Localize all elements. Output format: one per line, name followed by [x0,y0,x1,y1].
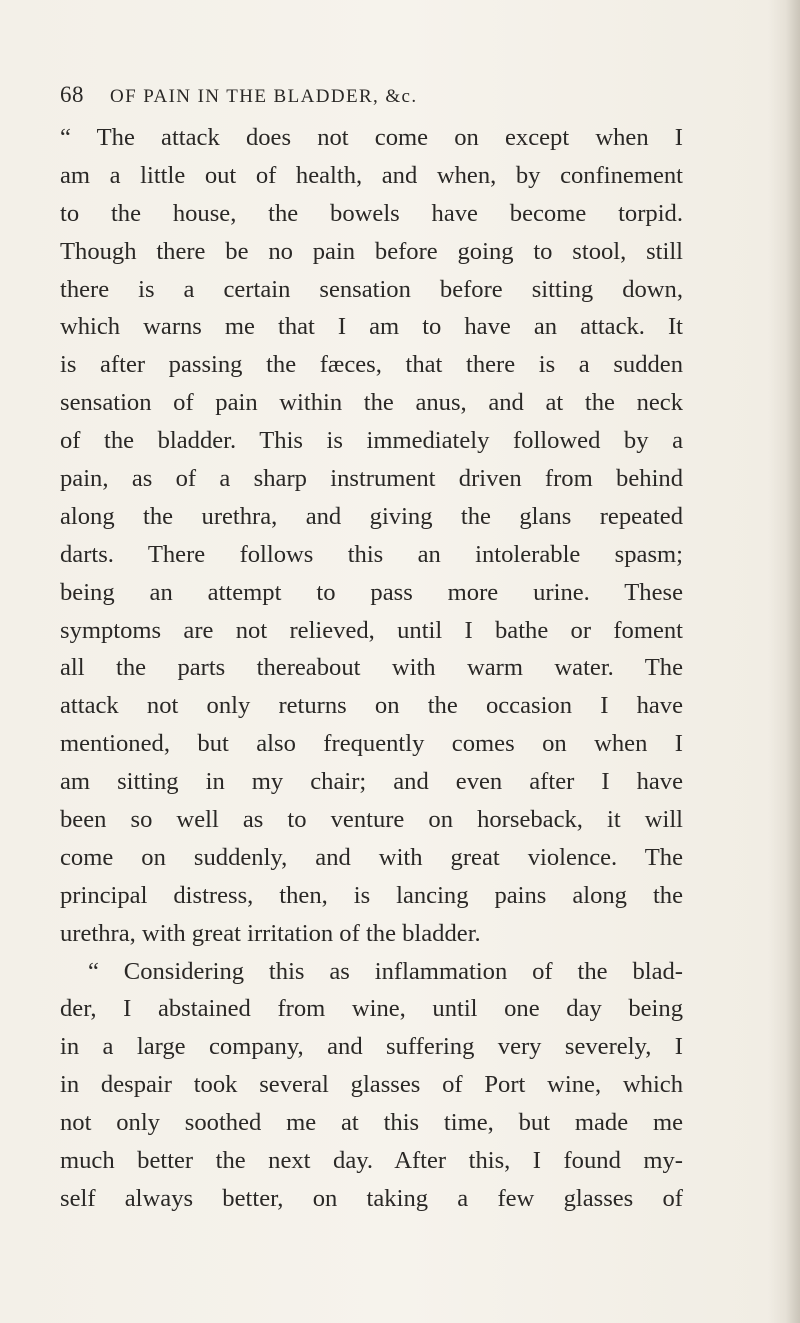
text-line: to the house, the bowels have become torpid. [60,199,683,227]
text-line: self always better, on taking a few glasses of [60,1184,683,1212]
text-line: in despair took several glasses of Port wine, which [60,1071,683,1099]
text-line: in a large company, and suffering very severely, I [60,1033,683,1061]
running-head: OF PAIN IN THE BLADDER, &c. [110,86,418,107]
text-line: attack not only returns on the occasion I have [60,692,683,720]
text-line: der, I abstained from wine, until one day being [60,995,683,1023]
body-text [60,119,683,1218]
text-line: urethra, with great irritation of the bladder. [60,919,481,947]
text-line: all the parts thereabout with warm water. The [60,654,683,682]
text-line: “ Considering this as inflammation of the blad- [88,957,683,985]
text-line: sensation of pain within the anus, and at the neck [60,389,683,417]
text-line: “ The attack does not come on except when I [60,124,683,151]
page-edge-shadow [786,0,800,1323]
text-line: principal distress, then, is lancing pains along the [60,881,683,909]
page-header [60,82,640,116]
text-line: which warns me that I am to have an attack. It [60,313,683,341]
text-line: there is a certain sensation before sitting down, [60,275,683,303]
text-line: Though there be no pain before going to stool, still [60,237,683,265]
text-line: along the urethra, and giving the glans repeated [60,502,683,530]
text-line: mentioned, but also frequently comes on when I [60,730,683,758]
text-line: of the bladder. This is immediately followed by a [60,427,683,455]
text-line: darts. There follows this an intolerable spasm; [60,540,683,568]
text-line: come on suddenly, and with great violence. The [60,843,683,871]
text-line: not only soothed me at this time, but made me [60,1109,683,1137]
text-line: symptoms are not relieved, until I bathe or foment [60,616,683,644]
text-line: been so well as to venture on horseback, it will [60,806,683,834]
text-line: am a little out of health, and when, by confinement [60,161,683,189]
text-line: is after passing the fæces, that there is a sudden [60,351,683,379]
text-line: am sitting in my chair; and even after I have [60,768,683,796]
page-number: 68 [60,82,84,107]
text-line: pain, as of a sharp instrument driven from behind [60,465,683,493]
text-line: much better the next day. After this, I found my- [60,1147,683,1175]
text-line: being an attempt to pass more urine. These [60,578,683,606]
